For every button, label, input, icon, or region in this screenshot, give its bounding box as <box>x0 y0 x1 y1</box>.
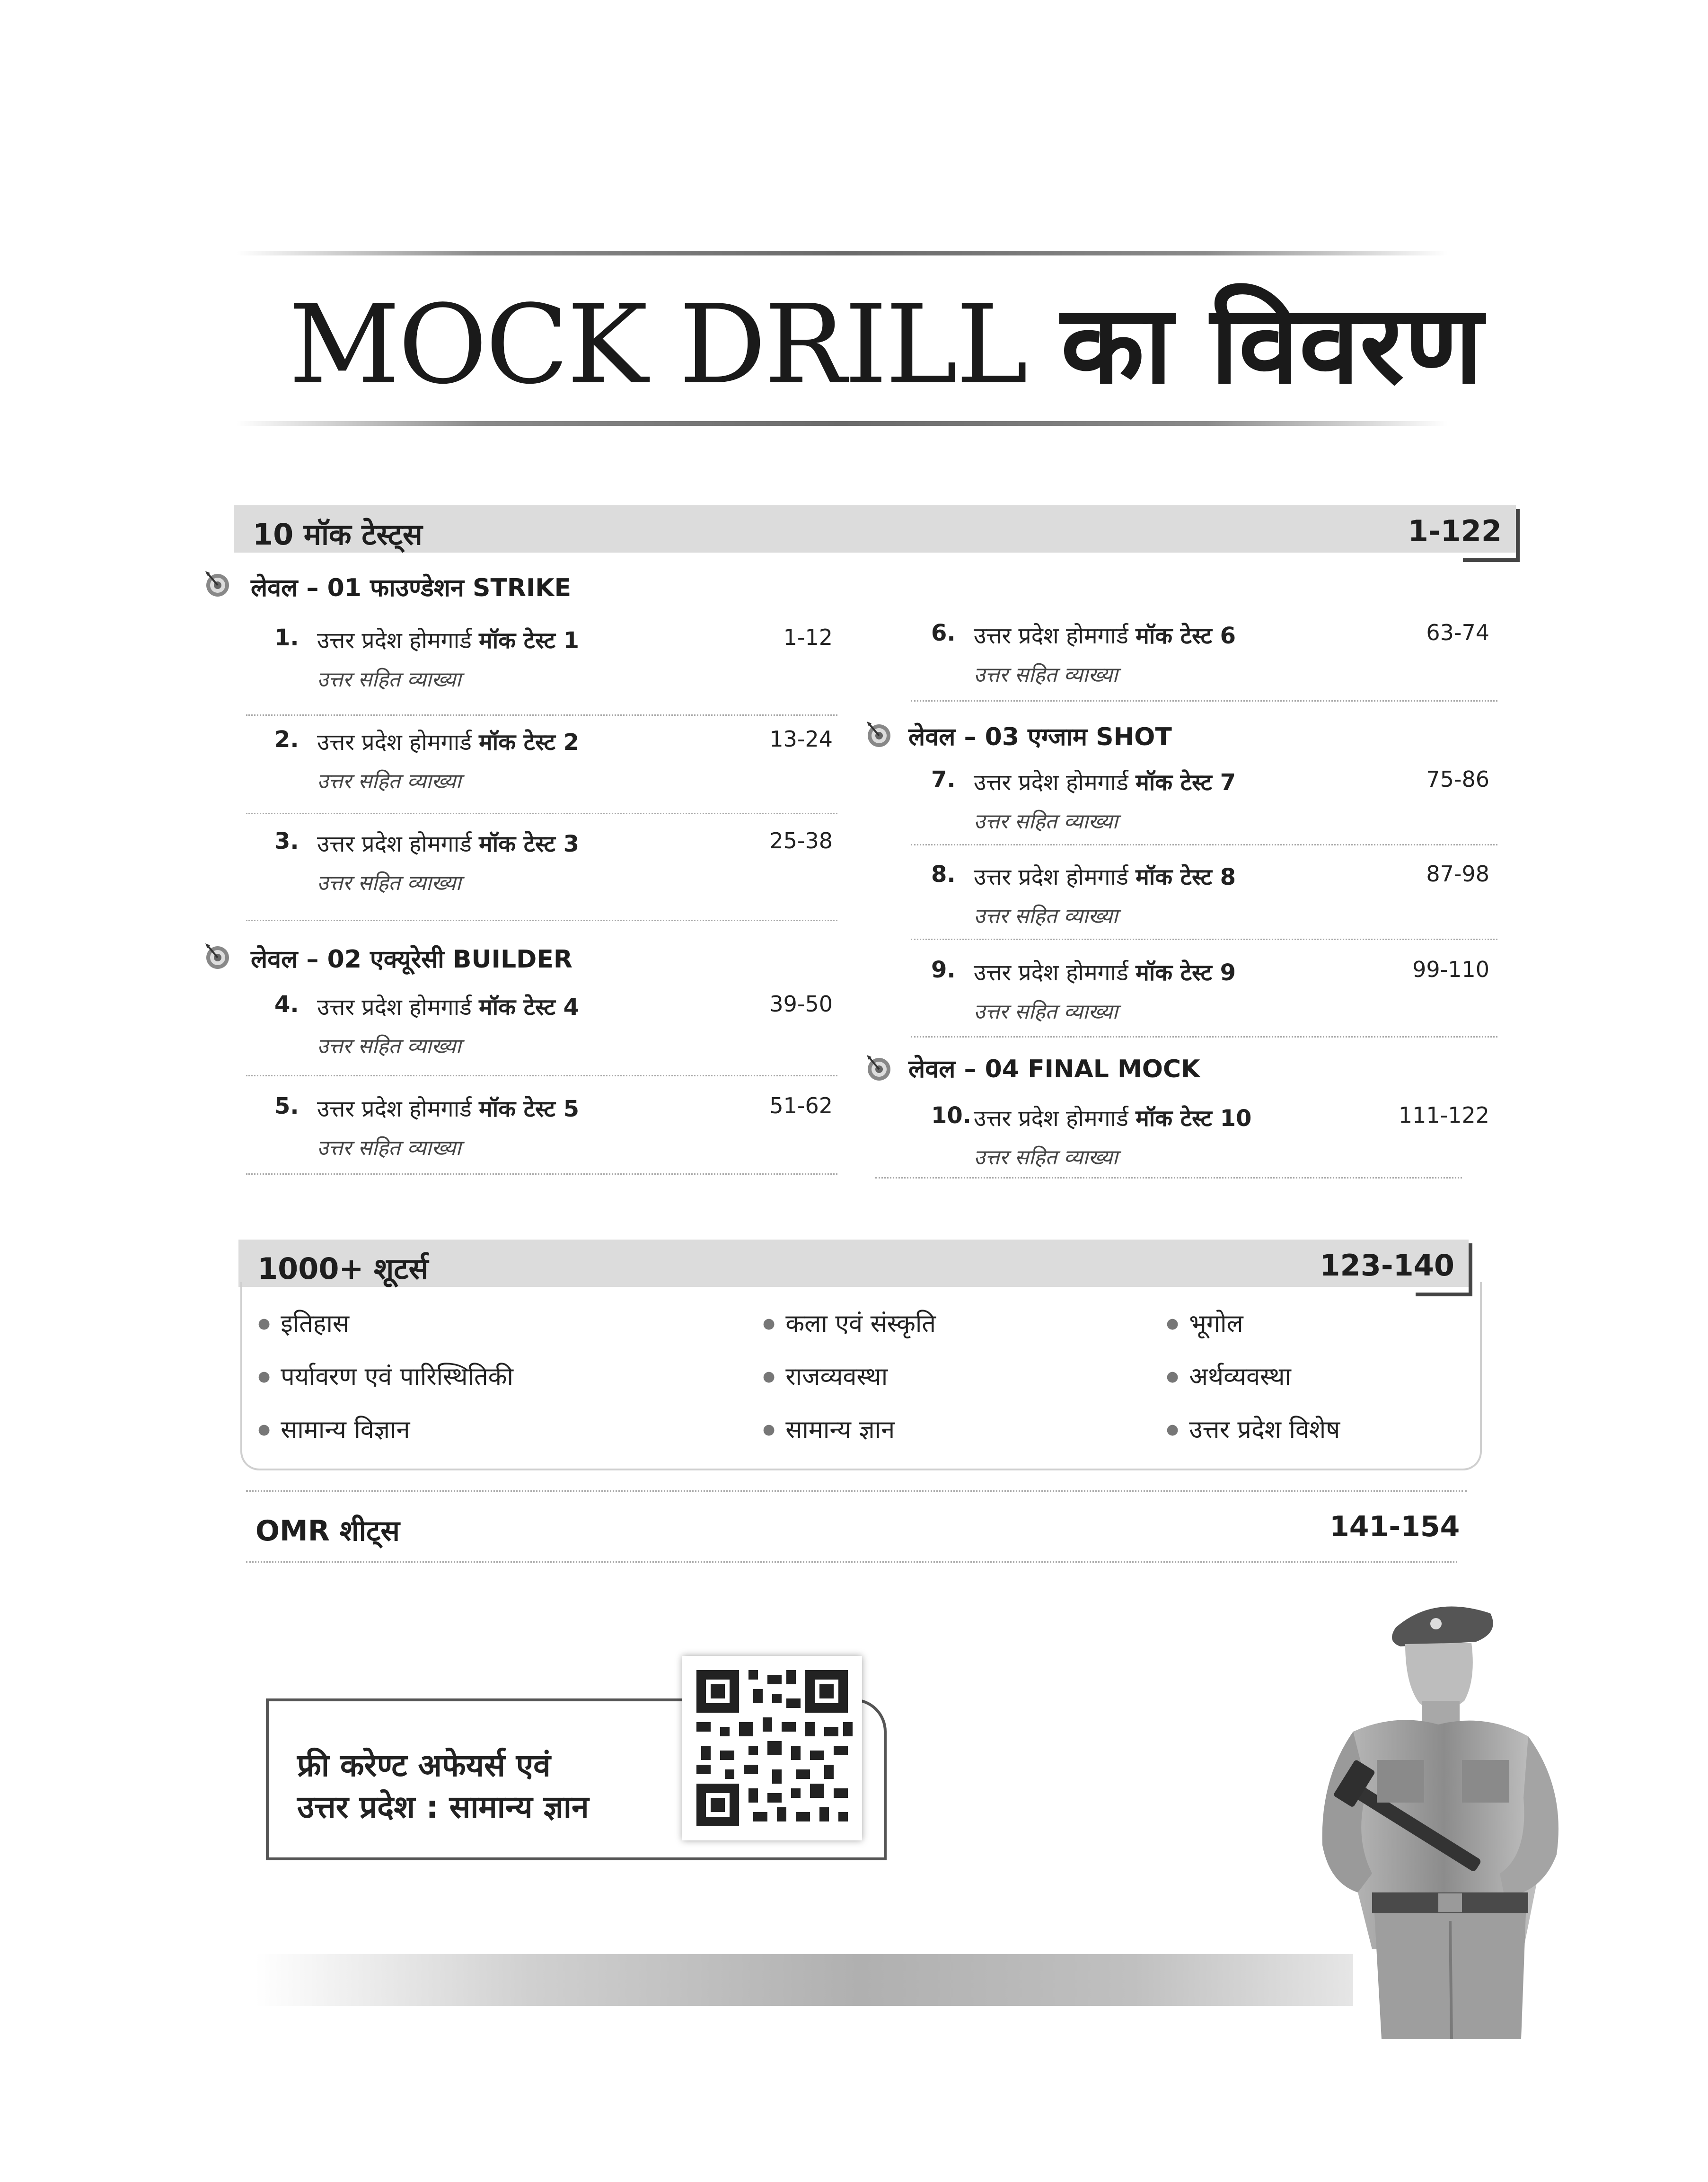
page-title-hi: का विवरण <box>1061 282 1483 408</box>
target-icon <box>203 942 232 971</box>
subject-item: ● सामान्य ज्ञान <box>763 1412 895 1445</box>
soldier-illustration <box>1277 1590 1599 2039</box>
omr-pages: 141-154 <box>1329 1510 1460 1543</box>
subject-item: ● राजव्यवस्था <box>763 1359 888 1392</box>
list-item: 3. उत्तर प्रदेश होमगार्ड मॉक टेस्ट 3 उत्तर सहित व्याख्या 25-38 <box>274 828 833 895</box>
list-item: 10. उत्तर प्रदेश होमगार्ड मॉक टेस्ट 10 उत्तर सहित व्याख्या 111-122 <box>931 1102 1489 1170</box>
mock-section-pages: 1-122 <box>1408 514 1502 548</box>
list-item: 7. उत्तर प्रदेश होमगार्ड मॉक टेस्ट 7 उत्तर सहित व्याख्या 75-86 <box>931 766 1489 834</box>
title-rule-bottom <box>237 421 1448 426</box>
shooters-section-label: 1000+ शूटर्स <box>257 1251 429 1286</box>
shooters-section-pages: 123-140 <box>1320 1248 1454 1283</box>
subject-item: ● पर्यावरण एवं पारिस्थितिकी <box>258 1359 513 1392</box>
subject-item: ● सामान्य विज्ञान <box>258 1412 410 1445</box>
level-heading: लेवल – 03 एग्जाम SHOT <box>908 723 1172 751</box>
level-heading: लेवल – 01 फाउण्डेशन STRIKE <box>251 574 572 602</box>
list-item: 6. उत्तर प्रदेश होमगार्ड मॉक टेस्ट 6 उत्तर सहित व्याख्या 63-74 <box>931 620 1489 687</box>
bottom-band <box>255 1954 1353 2006</box>
list-item: 9. उत्तर प्रदेश होमगार्ड मॉक टेस्ट 9 उत्तर सहित व्याख्या 99-110 <box>931 957 1489 1024</box>
target-icon <box>865 1054 893 1082</box>
mock-section-header <box>234 505 1516 553</box>
level-heading: लेवल – 04 FINAL MOCK <box>908 1055 1200 1083</box>
target-icon <box>203 570 232 598</box>
page-title <box>289 284 1483 407</box>
list-item: 1. उत्तर प्रदेश होमगार्ड मॉक टेस्ट 1 उत्तर सहित व्याख्या 1-12 <box>274 625 833 692</box>
title-rule-top <box>237 251 1448 255</box>
page-title-en: MOCK DRILL <box>289 282 1026 408</box>
mock-section-label: 10 मॉक टेस्ट्स <box>253 517 423 552</box>
promo-line-1: फ्री करेण्ट अफेयर्स एवं <box>297 1747 551 1784</box>
list-item: 5. उत्तर प्रदेश होमगार्ड मॉक टेस्ट 5 उत्तर सहित व्याख्या 51-62 <box>274 1093 833 1160</box>
subject-item: ● उत्तर प्रदेश विशेष <box>1166 1412 1340 1445</box>
subject-item: ● कला एवं संस्कृति <box>763 1306 936 1339</box>
shooters-section-header <box>238 1240 1469 1287</box>
list-item: 4. उत्तर प्रदेश होमगार्ड मॉक टेस्ट 4 उत्तर सहित व्याख्या 39-50 <box>274 991 833 1058</box>
promo-line-2: उत्तर प्रदेश : सामान्य ज्ञान <box>297 1789 589 1825</box>
list-item: 2. उत्तर प्रदेश होमगार्ड मॉक टेस्ट 2 उत्तर सहित व्याख्या 13-24 <box>274 726 833 793</box>
subject-item: ● इतिहास <box>258 1306 349 1339</box>
target-icon <box>865 721 893 749</box>
list-item: 8. उत्तर प्रदेश होमगार्ड मॉक टेस्ट 8 उत्तर सहित व्याख्या 87-98 <box>931 861 1489 928</box>
subject-item: ● भूगोल <box>1166 1306 1243 1339</box>
omr-label: OMR शीट्स <box>255 1514 400 1548</box>
qr-code-icon[interactable] <box>682 1656 862 1840</box>
level-heading: लेवल – 02 एक्यूरेसी BUILDER <box>251 945 572 974</box>
subject-item: ● अर्थव्यवस्था <box>1166 1359 1291 1392</box>
